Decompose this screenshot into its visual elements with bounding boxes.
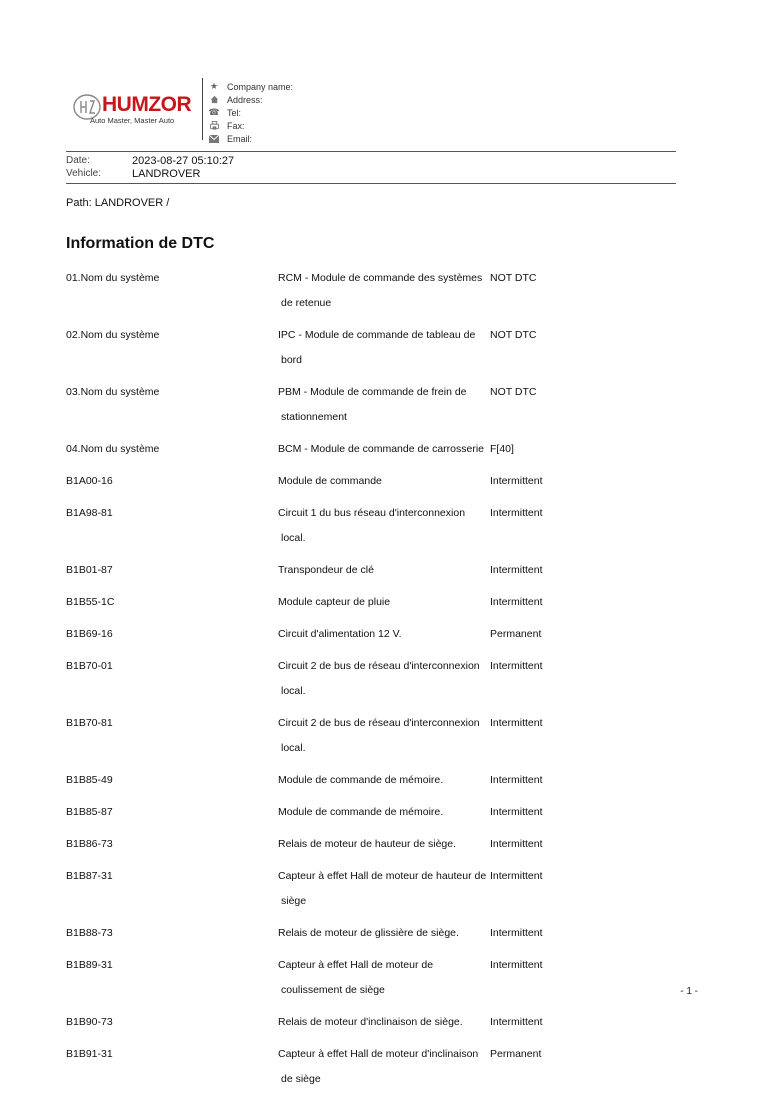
dtc-code: B1B90-73 [66, 1016, 113, 1028]
phone-icon: ☎ [208, 107, 220, 117]
dtc-status: Permanent [490, 1048, 542, 1060]
tel-label: Tel: [227, 107, 242, 118]
date-row [66, 154, 676, 167]
dtc-description-line: Module de commande de mémoire. [278, 774, 444, 786]
vehicle-value: LANDROVER [132, 167, 201, 180]
date-label: Date: [66, 155, 90, 166]
logo-tagline: Auto Master, Master Auto [90, 116, 175, 125]
star-icon: ★ [209, 81, 219, 91]
dtc-description [278, 1010, 490, 1035]
company-name-row [208, 80, 293, 93]
dtc-description [278, 953, 490, 1003]
dtc-description-line: bord [281, 354, 303, 366]
dtc-status: NOT DTC [490, 386, 537, 398]
dtc-description-line: Circuit 1 du bus réseau d'interconnexion [278, 507, 466, 519]
dtc-description [278, 380, 490, 430]
dtc-status: NOT DTC [490, 329, 537, 341]
dtc-row [66, 768, 686, 800]
dtc-status: Intermittent [490, 870, 543, 882]
dtc-row [66, 437, 686, 469]
fax-label: Fax: [227, 120, 245, 131]
dtc-status: Intermittent [490, 838, 543, 850]
dtc-status: Intermittent [490, 774, 543, 786]
dtc-description-line: Circuit d'alimentation 12 V. [278, 628, 402, 640]
date-value: 2023-08-27 05:10:27 [132, 154, 235, 167]
email-row [208, 132, 293, 145]
dtc-status: Intermittent [490, 959, 543, 971]
report-header [66, 78, 676, 148]
dtc-row [66, 380, 686, 437]
dtc-description-line: Circuit 2 de bus de réseau d'interconnexion [278, 660, 480, 672]
dtc-status: NOT DTC [490, 272, 537, 284]
header-rule-bottom [66, 183, 676, 184]
dtc-code: 01.Nom du système [66, 272, 160, 284]
tel-row [208, 106, 293, 119]
dtc-description [278, 590, 490, 615]
dtc-description [278, 800, 490, 825]
dtc-description-line: Relais de moteur d'inclinaison de siège. [278, 1016, 463, 1028]
dtc-table [66, 266, 686, 1099]
dtc-code: B1B86-73 [66, 838, 113, 850]
dtc-description [278, 558, 490, 583]
dtc-description-line: BCM - Module de commande de carrosserie [278, 443, 485, 455]
dtc-row [66, 921, 686, 953]
dtc-row [66, 558, 686, 590]
dtc-status: Intermittent [490, 1016, 543, 1028]
dtc-description [278, 622, 490, 647]
dtc-code: B1B01-87 [66, 564, 113, 576]
dtc-description-line: IPC - Module de commande de tableau de [278, 329, 476, 341]
dtc-status: F[40] [490, 443, 514, 455]
dtc-description [278, 711, 490, 761]
dtc-description-line: local. [281, 532, 306, 544]
dtc-status: Intermittent [490, 564, 543, 576]
header-rule-top [66, 151, 676, 152]
dtc-description [278, 768, 490, 793]
dtc-description-line: RCM - Module de commande des systèmes [278, 272, 483, 284]
dtc-description-line: Module capteur de pluie [278, 596, 391, 608]
dtc-description [278, 832, 490, 857]
dtc-row [66, 469, 686, 501]
dtc-code: B1A00-16 [66, 475, 113, 487]
dtc-status: Intermittent [490, 475, 543, 487]
dtc-description-line: Capteur à effet Hall de moteur de [278, 959, 434, 971]
header-divider [202, 78, 203, 140]
dtc-row [66, 711, 686, 768]
dtc-description [278, 469, 490, 494]
dtc-code: 04.Nom du système [66, 443, 160, 455]
dtc-row [66, 323, 686, 380]
dtc-description-line: Module de commande [278, 475, 382, 487]
dtc-description-line: Relais de moteur de hauteur de siège. [278, 838, 457, 850]
dtc-description-line: local. [281, 742, 306, 754]
dtc-code: B1B70-81 [66, 717, 113, 729]
dtc-code: 03.Nom du système [66, 386, 160, 398]
dtc-description-line: Circuit 2 de bus de réseau d'interconnexion [278, 717, 480, 729]
home-icon [208, 95, 220, 104]
dtc-description-line: Transpondeur de clé [278, 564, 374, 576]
company-info [208, 80, 293, 145]
dtc-description-line: Capteur à effet Hall de moteur de hauteur de [278, 870, 487, 882]
email-icon [208, 135, 220, 143]
dtc-description-line: Relais de moteur de glissière de siège. [278, 927, 459, 939]
dtc-row [66, 800, 686, 832]
company-name-label: Company name: [227, 81, 294, 92]
dtc-code: B1B85-87 [66, 806, 113, 818]
page-number: - 1 - [680, 986, 698, 997]
dtc-status: Intermittent [490, 717, 543, 729]
report-meta [66, 154, 676, 180]
address-row [208, 93, 293, 106]
vehicle-path: Path: LANDROVER / [66, 197, 170, 209]
dtc-description [278, 654, 490, 704]
dtc-description-line: coulissement de siège [281, 984, 385, 996]
dtc-code: B1B55-1C [66, 596, 115, 608]
dtc-description-line: Capteur à effet Hall de moteur d'inclinaison [278, 1048, 479, 1060]
vehicle-label: Vehicle: [66, 168, 102, 179]
dtc-code: B1B88-73 [66, 927, 113, 939]
dtc-status: Intermittent [490, 927, 543, 939]
dtc-status: Intermittent [490, 660, 543, 672]
logo-wordmark: HUMZOR [102, 93, 192, 116]
dtc-code: B1A98-81 [66, 507, 113, 519]
dtc-row [66, 590, 686, 622]
dtc-row [66, 654, 686, 711]
email-label: Email: [227, 133, 253, 144]
dtc-status: Permanent [490, 628, 542, 640]
dtc-description-line: stationnement [281, 411, 347, 423]
fax-row [208, 119, 293, 132]
vehicle-row [66, 167, 676, 180]
dtc-description-line: local. [281, 685, 306, 697]
dtc-description [278, 437, 490, 462]
dtc-status: Intermittent [490, 507, 543, 519]
dtc-code: B1B89-31 [66, 959, 113, 971]
dtc-code: B1B70-01 [66, 660, 113, 672]
dtc-description [278, 1042, 490, 1092]
dtc-row [66, 953, 686, 1010]
dtc-description [278, 266, 490, 316]
dtc-row [66, 622, 686, 654]
dtc-row [66, 501, 686, 558]
dtc-code: B1B69-16 [66, 628, 113, 640]
dtc-row [66, 1010, 686, 1042]
dtc-code: B1B85-49 [66, 774, 113, 786]
dtc-code: B1B91-31 [66, 1048, 113, 1060]
dtc-row [66, 832, 686, 864]
dtc-row [66, 864, 686, 921]
fax-icon [208, 121, 220, 130]
dtc-row [66, 266, 686, 323]
section-title: Information de DTC [66, 235, 215, 252]
dtc-description [278, 323, 490, 373]
humzor-logo [72, 92, 202, 126]
dtc-status: Intermittent [490, 806, 543, 818]
dtc-description [278, 864, 490, 914]
dtc-description-line: de siège [281, 1073, 321, 1085]
dtc-description [278, 501, 490, 551]
dtc-description-line: de retenue [281, 297, 332, 309]
dtc-description-line: PBM - Module de commande de frein de [278, 386, 467, 398]
dtc-description-line: siège [281, 895, 307, 907]
dtc-row [66, 1042, 686, 1099]
dtc-status: Intermittent [490, 596, 543, 608]
dtc-description-line: Module de commande de mémoire. [278, 806, 444, 818]
address-label: Address: [227, 94, 263, 105]
dtc-code: 02.Nom du système [66, 329, 160, 341]
dtc-code: B1B87-31 [66, 870, 113, 882]
dtc-description [278, 921, 490, 946]
